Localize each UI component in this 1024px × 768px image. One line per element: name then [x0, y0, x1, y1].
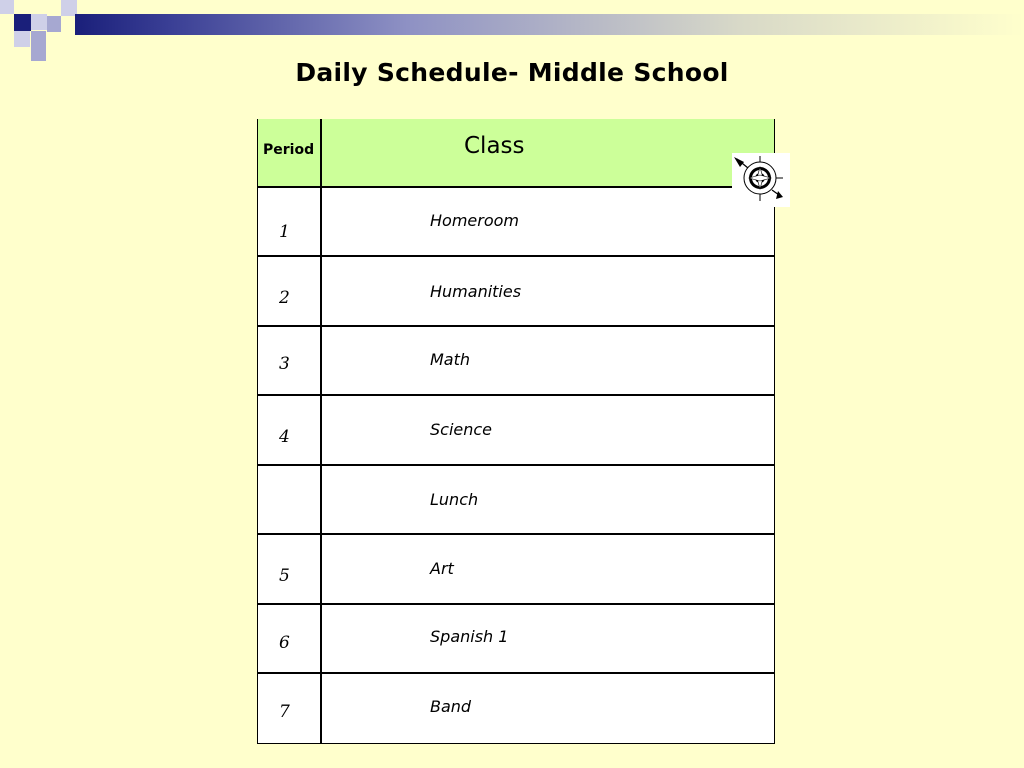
class-cell: Spanish 1 — [430, 627, 509, 646]
deco-square — [14, 14, 31, 31]
period-cell: 1 — [279, 222, 290, 242]
class-cell: Band — [430, 697, 472, 716]
class-cell: Art — [430, 559, 454, 578]
deco-square — [31, 14, 47, 30]
compass-rose-icon — [732, 153, 790, 207]
page-title: Daily Schedule- Middle School — [295, 58, 729, 87]
deco-square — [47, 16, 61, 32]
corner-decoration — [0, 0, 80, 65]
deco-square — [31, 31, 46, 46]
table-row — [258, 535, 774, 605]
class-column-header: Class — [464, 133, 525, 159]
table-row — [258, 396, 774, 466]
top-gradient-band — [75, 14, 1024, 35]
compass-rose-graphic — [732, 153, 790, 207]
class-cell: Science — [430, 420, 493, 439]
period-cell: 7 — [279, 702, 290, 722]
class-cell: Homeroom — [430, 211, 519, 230]
period-cell: 6 — [279, 633, 290, 653]
class-cell: Humanities — [430, 282, 522, 301]
table-row — [258, 674, 774, 743]
schedule-table — [257, 119, 775, 744]
period-cell: 3 — [279, 354, 290, 374]
period-cell: 4 — [279, 427, 290, 447]
period-cell: 2 — [279, 288, 290, 308]
deco-square — [0, 0, 14, 14]
period-column-header: Period — [263, 142, 315, 158]
table-row — [258, 257, 774, 327]
deco-square — [14, 31, 30, 47]
table-row — [258, 188, 774, 257]
table-row — [258, 605, 774, 674]
class-cell: Lunch — [430, 490, 479, 509]
column-divider — [320, 119, 322, 743]
table-row — [258, 327, 774, 396]
class-cell: Math — [430, 350, 471, 369]
table-header-row — [258, 119, 774, 188]
table-row — [258, 466, 774, 535]
period-cell: 5 — [279, 566, 290, 586]
